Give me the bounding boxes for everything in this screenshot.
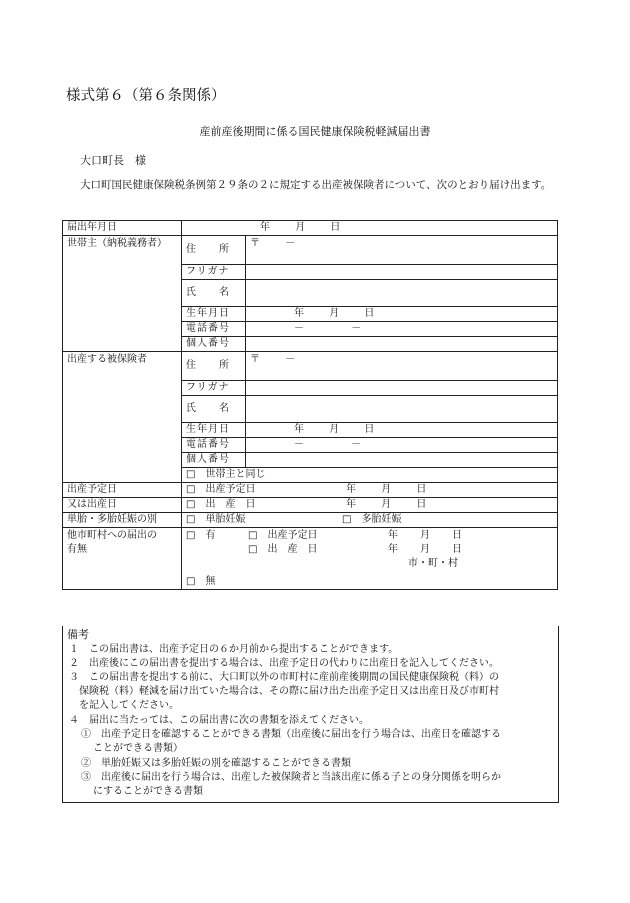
other-muni-municipality-line: [186, 557, 553, 571]
other-muni-due-checkbox[interactable]: □ 出産予定日: [248, 530, 318, 541]
insured-label: 出産する被保険者: [63, 352, 182, 483]
day-mark: 日: [416, 499, 427, 510]
remark-3a: ３ この届出書を提出する前に、大口町以外の市町村に産前産後期間の国民健康保険税（料）の: [69, 672, 499, 683]
insured-address-label: 住 所: [182, 352, 246, 381]
insured-name-label: 氏 名: [182, 396, 246, 423]
month-mark: 月: [420, 544, 430, 555]
year-mark: 年: [346, 484, 356, 495]
filing-date-label: 届出年月日: [63, 221, 182, 236]
pregnancy-type-field: [182, 513, 558, 528]
other-muni-yes-line: [186, 529, 553, 543]
document-title: 産前産後期間に係る国民健康保険税軽減届出書: [199, 125, 431, 138]
remarks-box: [62, 626, 559, 803]
remark-1: １ この届出書は、出産予定日の６か月前から提出することができます。: [69, 644, 399, 655]
insured-birthdate-label: 生年月日: [182, 423, 246, 438]
householder-birthdate-field[interactable]: [246, 307, 558, 322]
householder-address-label: 住 所: [182, 236, 246, 265]
day-mark: 日: [330, 222, 341, 233]
day-mark: 日: [452, 544, 462, 555]
remark-4-1b: ことができる書類）: [93, 743, 183, 754]
insured-phone-field[interactable]: [246, 438, 558, 453]
insured-address-field[interactable]: [246, 352, 558, 381]
due-date-label-2: 又は出産日: [63, 498, 182, 513]
month-mark: 月: [381, 499, 392, 510]
phone-dash: －: [294, 439, 304, 450]
remark-3b: 保険税（料）軽減を届け出ていた場合は、その際に届け出た出産予定日又は出産日及び市町村: [79, 686, 499, 697]
phone-dash: －: [351, 323, 362, 334]
phone-dash: －: [351, 439, 362, 450]
other-muni-no-line: [186, 575, 553, 589]
insured-furigana-field[interactable]: [246, 381, 558, 396]
form-table: [62, 220, 558, 590]
householder-personal-no-field[interactable]: [246, 337, 558, 352]
birth-date-checkbox[interactable]: □ 出 産 日: [186, 499, 256, 510]
householder-address-row: [63, 236, 558, 265]
due-date-row: [63, 483, 558, 498]
day-mark: 日: [364, 308, 375, 319]
householder-address-field[interactable]: [246, 236, 558, 265]
year-mark: 年: [260, 222, 270, 233]
birth-date-row: [63, 498, 558, 513]
remark-3c: を記入してください。: [79, 700, 179, 711]
householder-furigana-label: フリガナ: [182, 265, 246, 280]
householder-furigana-field[interactable]: [246, 265, 558, 280]
intro-text: 大口町国民健康保険税条例第２９条の２に規定する出産被保険者について、次のとおり届け出ます。: [80, 179, 552, 191]
householder-birthdate-label: 生年月日: [182, 307, 246, 322]
addressee: 大口町長 様: [80, 154, 146, 167]
householder-name-label: 氏 名: [182, 280, 246, 307]
same-as-householder-checkbox[interactable]: □ 世帯主と同じ: [182, 468, 558, 483]
year-mark: 年: [346, 499, 356, 510]
form-number-label: 様式第６（第６条関係）: [66, 88, 226, 104]
multiple-pregnancy-checkbox[interactable]: □ 多胎妊娠: [342, 514, 402, 525]
day-mark: 日: [364, 424, 375, 435]
postal-dash: －: [285, 238, 296, 249]
other-muni-birth-checkbox[interactable]: □ 出 産 日: [248, 544, 318, 555]
year-mark: 年: [294, 308, 304, 319]
month-mark: 月: [295, 222, 306, 233]
householder-label: 世帯主（納税義務者）: [63, 236, 182, 352]
householder-personal-no-label: 個人番号: [182, 337, 246, 352]
phone-dash: －: [294, 323, 304, 334]
single-pregnancy-checkbox[interactable]: □ 単胎妊娠: [186, 514, 246, 525]
month-mark: 月: [329, 308, 340, 319]
remark-4-3a: ③ 出産後に届出を行う場合は、出産した被保険者と当該出産に係る子との身分関係を明らか: [81, 772, 501, 783]
month-mark: 月: [420, 530, 430, 541]
insured-birthdate-field[interactable]: [246, 423, 558, 438]
remark-4-1a: ① 出産予定日を確認することができる書類（出産後に届出を行う場合は、出産日を確認する: [81, 729, 501, 740]
other-municipality-field: [182, 528, 558, 590]
remark-4-2: ② 単胎妊娠又は多胎妊娠の別を確認することができる書類: [81, 758, 351, 769]
insured-personal-no-field[interactable]: [246, 453, 558, 468]
month-mark: 月: [329, 424, 340, 435]
other-muni-no-checkbox[interactable]: □ 無: [186, 576, 216, 587]
postal-mark: 〒: [250, 354, 260, 365]
remark-2: ２ 出産後にこの届出書を提出する場合は、出産予定日の代わりに出産日を記入してください。: [69, 658, 499, 669]
pregnancy-type-label: 単胎・多胎妊娠の別: [63, 513, 182, 528]
insured-address-row: [63, 352, 558, 381]
other-muni-yes-checkbox[interactable]: □ 有: [186, 530, 216, 541]
householder-phone-label: 電話番号: [182, 322, 246, 337]
other-municipality-label: [63, 528, 182, 590]
insured-name-field[interactable]: [246, 396, 558, 423]
due-date-checkbox[interactable]: □ 出産予定日: [186, 484, 256, 495]
month-mark: 月: [381, 484, 392, 495]
other-municipality-label-2: 有無: [67, 544, 87, 555]
birth-date-option-field[interactable]: [182, 498, 558, 513]
other-municipality-row: [63, 528, 558, 590]
day-mark: 日: [416, 484, 427, 495]
postal-dash: －: [285, 354, 296, 365]
remark-4: ４ 届出に当たっては、この届出書に次の書類を添えてください。: [69, 715, 369, 726]
other-municipality-label-1: 他市町村への届出の: [67, 530, 157, 541]
remarks-heading: 備考: [67, 628, 89, 641]
year-mark: 年: [294, 424, 304, 435]
insured-personal-no-label: 個人番号: [182, 453, 246, 468]
due-date-label-1: 出産予定日: [63, 483, 182, 498]
householder-name-field[interactable]: [246, 280, 558, 307]
year-mark: 年: [388, 530, 398, 541]
postal-mark: 〒: [250, 238, 260, 249]
filing-date-field[interactable]: [182, 221, 558, 236]
pregnancy-type-row: [63, 513, 558, 528]
municipality-label: 市・町・村: [408, 558, 458, 569]
due-date-option-field[interactable]: [182, 483, 558, 498]
filing-date-row: [63, 221, 558, 236]
insured-furigana-label: フリガナ: [182, 381, 246, 396]
insured-phone-label: 電話番号: [182, 438, 246, 453]
remark-4-3b: にすることができる書類: [93, 786, 203, 797]
other-muni-birth-line: [186, 543, 553, 557]
year-mark: 年: [388, 544, 398, 555]
householder-phone-field[interactable]: [246, 322, 558, 337]
day-mark: 日: [452, 530, 462, 541]
